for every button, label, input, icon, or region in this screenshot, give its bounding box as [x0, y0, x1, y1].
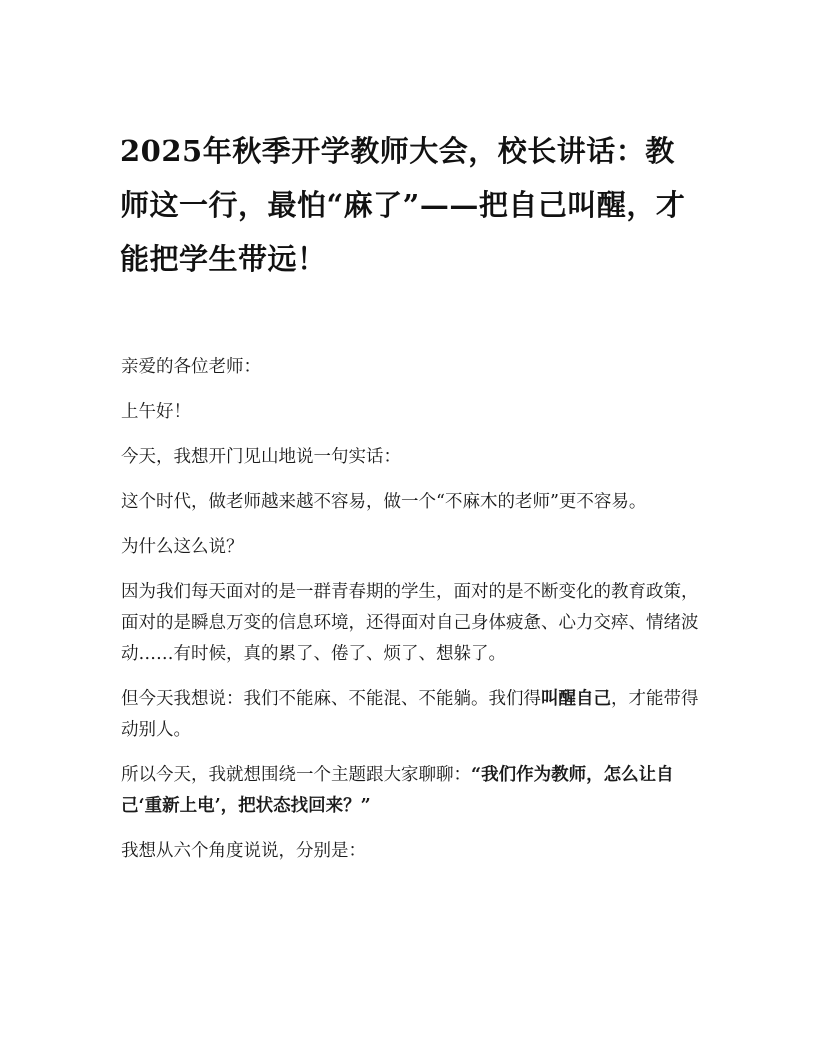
paragraph-theme-text: 所以今天，我就想围绕一个主题跟大家聊聊：: [121, 765, 471, 785]
paragraph-six-angles: 我想从六个角度说说，分别是：: [121, 841, 366, 861]
paragraph-theme: [121, 760, 699, 822]
paragraph-good-morning: 上午好！: [121, 402, 191, 422]
paragraph-wake-up: [121, 684, 699, 746]
paragraph-wake-up-text-1: 但今天我想说：我们不能麻、不能混、不能躺。我们得: [121, 689, 541, 709]
document-body: [121, 352, 699, 881]
paragraph-reasons: 因为我们每天面对的是一群青春期的学生，面对的是不断变化的教育政策，面对的是瞬息万变的信息环境，还得面对自己身体疲惫、心力交瘁、情绪波动……有时候，真的累了、倦了、烦了、想躲了。: [121, 582, 699, 664]
paragraph-why: 为什么这么说？: [121, 537, 244, 557]
paragraph-greeting: 亲爱的各位老师：: [121, 357, 261, 377]
paragraph-era-statement: 这个时代，做老师越来越不容易，做一个“不麻木的老师”更不容易。: [121, 492, 647, 512]
paragraph-wake-up-text-2: ，才能带得动别人。: [121, 689, 699, 740]
paragraph-opening: 今天，我想开门见山地说一句实话：: [121, 447, 401, 467]
document-title: 2025年秋季开学教师大会，校长讲话：教师这一行，最怕“麻了”——把自己叫醒，才能把学生带远！: [120, 134, 686, 276]
paragraph-wake-up-emphasis: 叫醒自己: [541, 689, 611, 709]
paragraph-theme-emphasis: “我们作为教师，怎么让自己‘重新上电’，把状态找回来？”: [121, 765, 674, 816]
